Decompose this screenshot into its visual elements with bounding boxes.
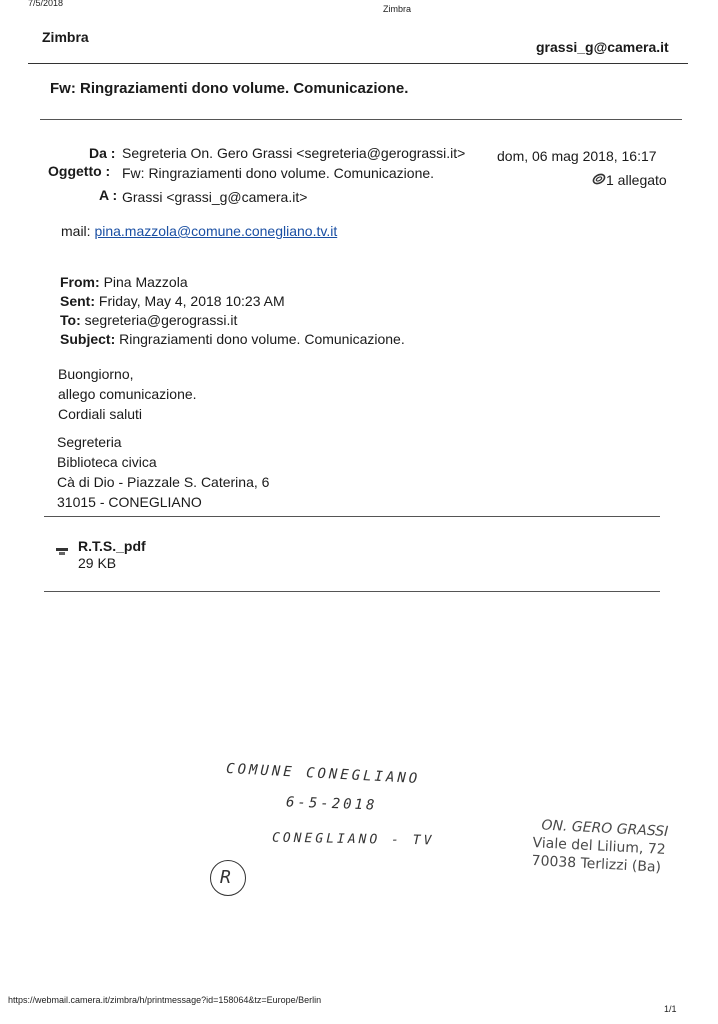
- attachment-name[interactable]: R.T.S._pdf: [78, 538, 146, 554]
- signature-line: Cà di Dio - Piazzale S. Caterina, 6: [57, 474, 270, 490]
- handwritten-line-3: CONEGLIANO - TV: [271, 830, 435, 849]
- body-divider: [44, 516, 660, 517]
- from-label: Da :: [89, 145, 116, 161]
- subject-value: Fw: Ringraziamenti dono volume. Comunicazione.: [122, 165, 435, 181]
- print-app-name: Zimbra: [383, 4, 412, 14]
- fwd-sent-value: Friday, May 4, 2018 10:23 AM: [98, 293, 285, 309]
- signature-line: 31015 - CONEGLIANO: [57, 494, 202, 510]
- handwritten-circle-mark: [210, 860, 246, 896]
- fwd-subject-value: Ringraziamenti dono volume. Comunicazione.: [119, 331, 405, 347]
- to-value: Grassi <grassi_g@camera.it>: [122, 189, 308, 205]
- app-title: Zimbra: [42, 29, 89, 45]
- attachment-item[interactable]: [56, 538, 146, 572]
- signature-line: Biblioteca civica: [57, 454, 157, 470]
- message-body: [58, 364, 197, 424]
- signature: [57, 432, 269, 512]
- subject-divider: [40, 119, 682, 120]
- fwd-subject-label: Subject:: [60, 331, 116, 347]
- handwritten-line-1: COMUNE CONEGLIANO: [225, 760, 421, 788]
- body-line: Cordiali saluti: [58, 406, 143, 422]
- paperclip-icon: [592, 172, 606, 190]
- print-url: https://webmail.camera.it/zimbra/h/printmessage?id=158064&tz=Europe/Berlin: [8, 995, 322, 1005]
- fwd-sent-label: Sent:: [60, 293, 95, 309]
- fwd-from-label: From:: [60, 274, 100, 290]
- fwd-from-value: Pina Mazzola: [103, 274, 188, 290]
- mail-label: mail:: [61, 223, 91, 239]
- attachment-count: 1 allegato: [606, 172, 667, 189]
- attachment-divider: [44, 591, 660, 592]
- stamp-line-1: ON. GERO GRASSI: [541, 817, 669, 841]
- fwd-to-value: segreteria@gerograssi.it: [84, 312, 238, 328]
- body-line: allego comunicazione.: [58, 386, 197, 402]
- body-line: Buongiorno,: [58, 366, 134, 382]
- handwritten-line-2: 6-5-2018: [285, 794, 378, 814]
- pdf-file-icon: [56, 544, 70, 562]
- subject-label: Oggetto :: [48, 163, 111, 179]
- stamp-line-2: Viale del Lilium, 72: [532, 834, 667, 858]
- message-date: dom, 06 mag 2018, 16:17: [497, 148, 657, 164]
- print-page-number: 1/1: [664, 1004, 677, 1014]
- forwarded-header: [60, 274, 405, 348]
- address-stamp: [531, 816, 668, 877]
- handwritten-mark: R: [220, 867, 231, 888]
- mail-link[interactable]: pina.mazzola@comune.conegliano.tv.it: [94, 223, 338, 239]
- message-subject-title: Fw: Ringraziamenti dono volume. Comunicazione.: [50, 80, 409, 97]
- attachment-size: 29 KB: [78, 555, 117, 571]
- from-value: Segreteria On. Gero Grassi <segreteria@gerograssi.it>: [122, 145, 466, 161]
- stamp-line-3: 70038 Terlizzi (Ba): [531, 852, 662, 876]
- header-divider: [28, 63, 688, 64]
- user-email: grassi_g@camera.it: [536, 39, 669, 55]
- fwd-to-label: To:: [60, 312, 81, 328]
- to-label: A :: [99, 187, 118, 203]
- attachment-indicator[interactable]: [592, 172, 667, 190]
- signature-line: Segreteria: [57, 434, 122, 450]
- print-date: 7/5/2018: [28, 0, 64, 8]
- mail-line: [61, 223, 337, 240]
